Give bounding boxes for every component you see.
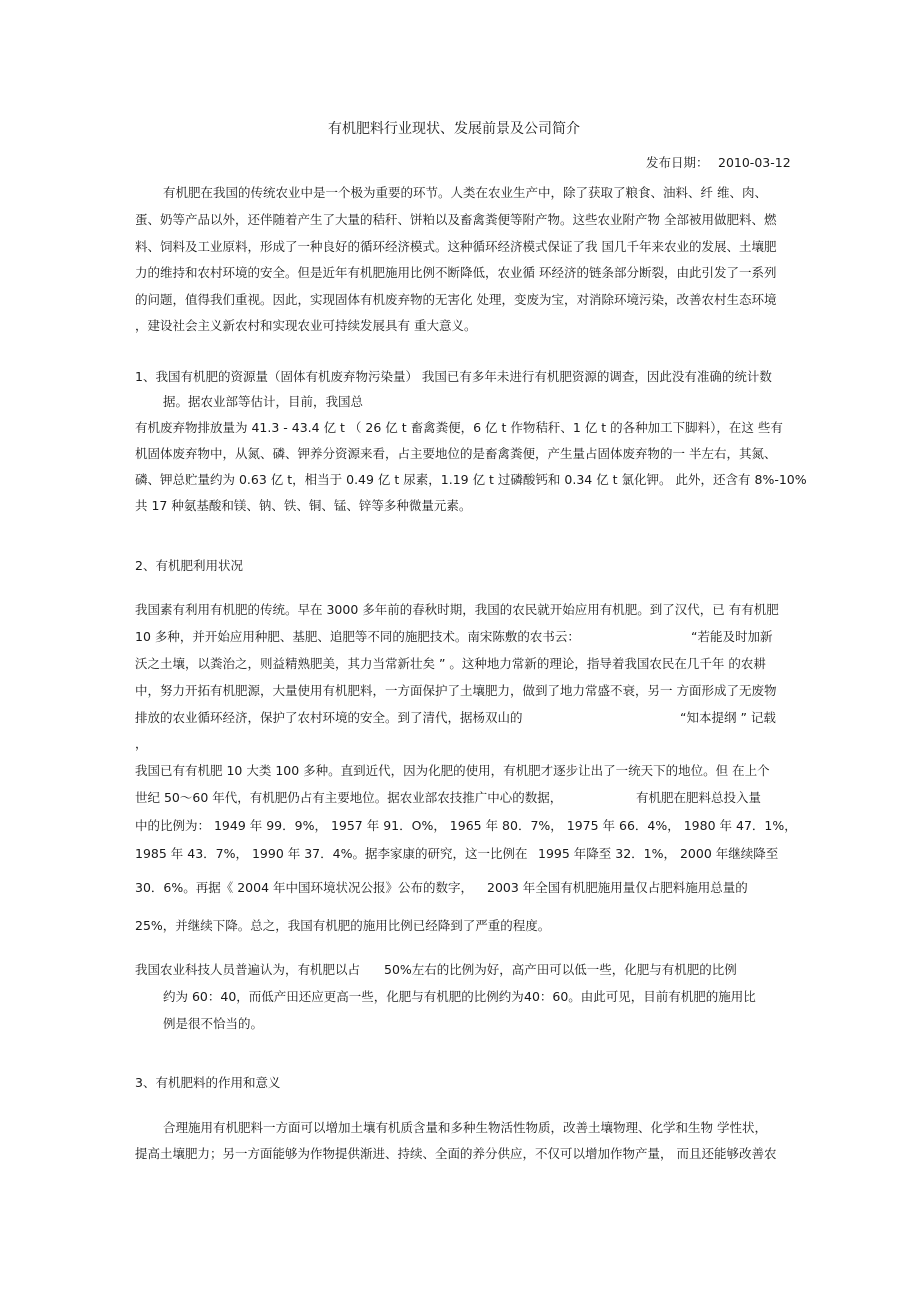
section2-line: 我国已有有机肥 10 大类 100 多种。直到近代，因为化肥的使用，有机肥才逐步让出了一统天下的地位。但 在上个 [135,763,770,778]
publish-date-label: 发布日期： [646,155,709,170]
intro-line: 蛋、奶等产品以外，还伴随着产生了大量的秸秆、饼粕以及畜禽粪便等附产物。这些农业附产物 全部被用做肥料、燃 [135,212,777,227]
section2-line: 10 多种，并开始应用种肥、基肥、追肥等不同的施肥技术。南宋陈敷的农书云： [135,629,580,644]
section2-line: 2003 年全国有机肥施用量仅占肥料施用总量的 [487,880,748,895]
section1-line: 有机废弃物排放量为 41.3 - 43.4 亿 t （ 26 亿 t 畜禽粪便，6 亿 t 作物秸秆、1 亿 t 的各种加工下脚料），在这 些有 [135,420,783,435]
intro-line: 有机肥在我国的传统农业中是一个极为重要的环节。人类在农业生产中，除了获取了粮食、油料、纤 维、肉、 [163,185,767,200]
section2-line: 中，努力开拓有机肥源，大量使用有机肥料，一方面保护了土壤肥力，做到了地力常盛不衰，另一 方面形成了无废物 [135,683,777,698]
section1-line: 磷、钾总贮量约为 0.63 亿 t，相当于 0.49 亿 t 尿素，1.19 亿 t 过磷酸钙和 0.34 亿 t 氯化钾。 此外，还含有 8%-10% [135,472,807,487]
section2-line: 我国农业科技人员普遍认为，有机肥以占 [135,962,361,977]
publish-date: 2010-03-12 [718,155,791,170]
section2-line: 1995 年降至 32．1%， 2000 年继续降至 [538,846,779,861]
doc-title: 有机肥料行业现状、发展前景及公司简介 [328,121,580,137]
intro-line: ，建设社会主义新农村和实现农业可持续发展具有 重大意义。 [135,318,477,333]
section2-line: 有机肥在肥料总投入量 [636,790,762,805]
section1-heading: 1、我国有机肥的资源量（固体有机废弃物污染量） 我国已有多年未进行有机肥资源的调查，因此没有准确的统计数 [135,369,772,384]
section2-line: 排放的农业循环经济，保护了农村环境的安全。到了清代，据杨双山的 [135,710,523,725]
section3-heading: 3、有机肥料的作用和意义 [135,1075,281,1090]
section3-line: 合理施用有机肥料一方面可以增加土壤有机质含量和多种生物活性物质，改善土壤物理、化学和生物 学性状， [163,1120,767,1135]
section1-line: 机固体废弃物中，从氮、磷、钾养分资源来看，占主要地位的是畜禽粪便，产生量占固体废弃物的一 半左右，其氮、 [135,446,777,461]
intro-line: 的问题，值得我们重视。因此，实现固体有机废弃物的无害化 处理，变废为宝，对消除环境污染，改善农村生态环境 [135,292,777,307]
section2-line: 我国素有利用有机肥的传统。早在 3000 多年前的春秋时期，我国的农民就开始应用有机肥。到了汉代，已 有有机肥 [135,602,779,617]
intro-line: 力的维持和农村环境的安全。但是近年有机肥施用比例不断降低，农业循 环经济的链条部分断裂，由此引发了一系列 [135,265,777,280]
section2-line: 30．6%。再据《 2004 年中国环境状况公报》公布的数字， [135,880,473,895]
section2-line: 世纪 50～60 年代，有机肥仍占有主要地位。据农业部农技推广中心的数据， [135,790,563,805]
section2-line: 约为 60：40，而低产田还应更高一些，化肥与有机肥的比例约为 [163,989,524,1004]
section2-line: 50%左右的比例为好，高产田可以低一些，化肥与有机肥的比例 [384,962,737,977]
section2-line: 25%，并继续下降。总之，我国有机肥的施用比例已经降到了严重的程度。 [135,918,551,933]
section1-line: 据。据农业部等估计，目前，我国总 [163,394,364,409]
section3-line: 提高土壤肥力；另一方面能够为作物提供渐进、持续、全面的养分供应，不仅可以增加作物产量， 而且还能够改善农 [135,1146,777,1161]
section2-line: ， [135,736,148,751]
section2-line: 例是很不恰当的。 [163,1016,264,1031]
section2-line: 1985 年 43．7%， 1990 年 37．4%。据李家康的研究，这一比例在 [135,846,528,861]
section2-line: 沃之土壤，以粪治之，则益精熟肥美，其力当常新壮矣 ” 。这种地力常新的理论，指导着我国农民在几千年 的农耕 [135,656,766,671]
section2-line: 中的比例为： 1949 年 99．9%， 1957 年 91．O%， 1965 年 80．7%， 1975 年 66．4%， 1980 年 47．1%， [135,818,797,833]
intro-line: 料、饲料及工业原料，形成了一种良好的循环经济模式。这种循环经济模式保证了我 国几千年来农业的发展、土壤肥 [135,239,777,254]
section2-heading: 2、有机肥利用状况 [135,558,243,573]
section2-line: “知本提纲 ” 记载 [680,710,776,725]
section1-line: 共 17 种氨基酸和镁、钠、铁、铜、锰、锌等多种微量元素。 [135,498,472,513]
section2-line: “若能及时加新 [691,629,773,644]
section2-line: 40：60。由此可见，目前有机肥的施用比 [524,989,756,1004]
